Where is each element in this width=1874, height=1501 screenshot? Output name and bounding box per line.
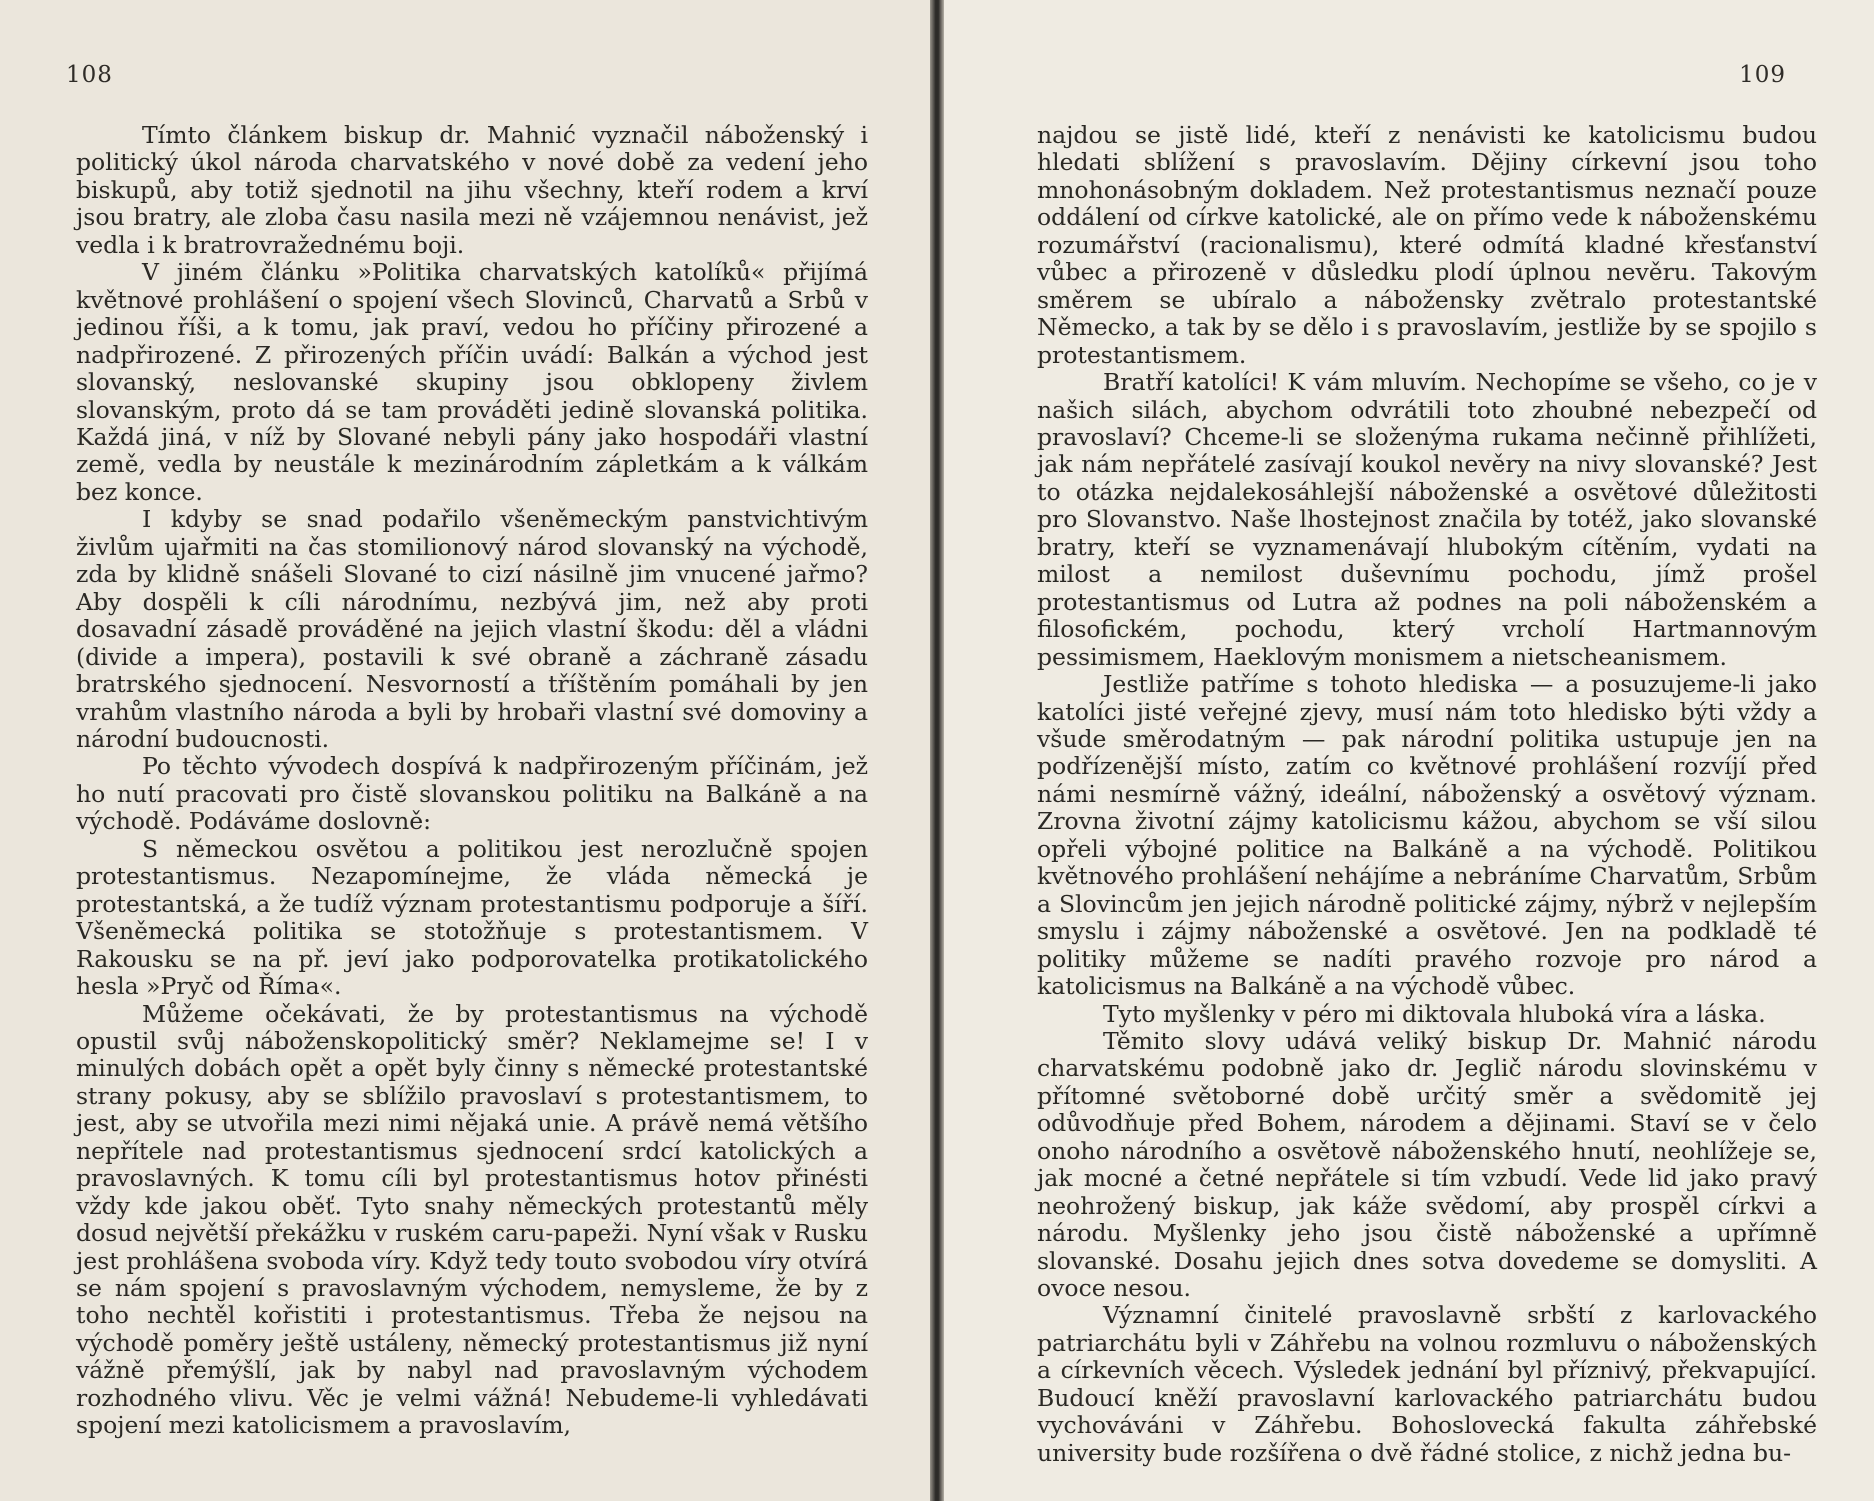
left-page	[0, 0, 930, 1501]
paragraph: Bratří katolíci! K vám mluvím. Nechopíme se všeho, co je v našich silách, abychom odvrátili toto zhoubné nebezpečí od pravoslaví? Chceme-li se složenýma rukama nečinně přihlížeti, jak nám nepřátelé zasívají koukol nevěry na nivy slovanské? Jest to otázka nejdalekosáhlejší náboženské a osvětové důležitosti pro Slovanstvo. Naše lhostejnost značila by totéž, jako slovanské bratry, kteří se vyznamenávají hlubokým cítěním, vydati na milost a nemilost duševnímu pochodu, jímž prošel protestantismus od Lutra až podnes na poli náboženském a filosofickém, pochodu, který vrcholí Hartmannovým pessimismem, Haeklovým monismem a nietscheanismem.	[1037, 368, 1817, 671]
book-gutter	[930, 0, 944, 1501]
paragraph: Významní činitelé pravoslavně srbští z karlovackého patriarchátu byli v Záhřebu na volnou rozmluvu o náboženských a církevních věcech. Výsledek jednání byl příznivý, překvapující. Budoucí kněží pravoslavní karlovackého patriarchátu budou vychováváni v Záhřebu. Bohoslovecká fakulta záhřebské university bude rozšířena o dvě řádné stolice, z nichž jedna bu-	[1037, 1301, 1817, 1467]
paragraph: I kdyby se snad podařilo všeněmeckým panstvichtivým živlům ujařmiti na čas stomilionový národ slovanský na východě, zda by klidně snášeli Slované to cizí násilně jim vnucené jařmo? Aby dospěli k cíli národnímu, nezbývá jim, než aby proti dosavadní zásadě prováděné na jejich vlastní škodu: děl a vládni (divide a impera), postavili k své obraně a záchraně zásadu bratrského sjednocení. Nesvorností a tříštěním pomáhali by jen vrahům vlastního národa a byli by hrobaři vlastní své domoviny a národní budoucnosti.	[76, 505, 868, 753]
right-page	[938, 0, 1874, 1501]
page-number: 109	[1739, 62, 1786, 88]
paragraph: Tyto myšlenky v péro mi diktovala hluboká víra a láska.	[1103, 999, 1766, 1028]
paragraph: Můžeme očekávati, že by protestantismus na východě opustil svůj náboženskopolitický směr? Neklamejme se! I v minulých dobách opět a opět byly činny s německé protestantské strany pokusy, aby se sblížilo pravoslaví s protestantismem, to jest, aby se utvořila mezi nimi nějaká unie. A právě nemá většího nepřítele nad protestantismus sjednocení srdcí katolických a pravoslavných. K tomu cíli byl protestantismus hotov přinésti vždy kde jakou oběť. Tyto snahy německých protestantů měly dosud největší překážku v ruském caru-papeži. Nyní však v Rusku jest prohlášena svoboda víry. Když tedy touto svobodou víry otvírá se nám spojení s pravoslavným východem, nemysleme, že by z toho nechtěl kořistiti i protestantismus. Třeba že nejsou na východě poměry ještě ustáleny, německý protestantismus již nyní vážně přemýšlí, jak by nabyl nad pravoslavným východem rozhodného vlivu. Věc je velmi vážná! Nebudeme-li vyhledávati spojení mezi katolicismem a pravoslavím,	[76, 999, 868, 1440]
paragraph: najdou se jistě lidé, kteří z nenávisti ke katolicismu budou hledati sblížení s pravoslavím. Dějiny církevní jsou toho mnohonásobným dokladem. Než protestantismus neznačí pouze oddálení od církve katolické, ale on přímo vede k náboženskému rozumářství (racionalismu), které odmítá kladné křesťanství vůbec a přirozeně v důsledku plodí úplnou nevěru. Takovým směrem se ubíralo a nábožensky zvětralo protestantské Německo, a tak by se dělo i s pravoslavím, jestliže by se spojilo s protestantismem.	[1037, 121, 1817, 369]
page-text	[76, 122, 868, 1440]
page-number: 108	[66, 62, 113, 88]
paragraph: Jestliže patříme s tohoto hlediska — a posuzujeme-li jako katolíci jisté veřejné zjevy, musí nám toto hledisko býti vždy a všude směrodatným — pak národní politika ustupuje jen na podřízenější místo, zatím co květnové prohlášení rozvíjí před námi nesmírně vážný, ideální, náboženský a osvětový význam. Zrovna životní zájmy katolicismu kážou, abychom se vší silou opřeli výbojné politice na Balkáně a na východě. Politikou květnového prohlášení nehájíme a nebráníme Charvatům, Srbům a Slovincům jen jejich národně politické zájmy, nýbrž v nejlepším smyslu i zájmy náboženské a osvětové. Jen na podkladě té politiky můžeme se nadíti pravého rozvoje pro národ a katolicismus na Balkáně a na východě vůbec.	[1037, 670, 1817, 1001]
paragraph: Těmito slovy udává veliký biskup Dr. Mahnić národu charvatskému podobně jako dr. Jeglič národu slovinskému v přítomné světoborné době určitý směr a svědomitě jej odůvodňuje před Bohem, národem a dějinami. Staví se v čelo onoho národního a osvětově náboženského hnutí, neohlížeje se, jak mocné a četné nepřátele si tím vzbudí. Vede lid jako pravý neohrožený biskup, jak káže svědomí, aby prospěl církvi a národu. Myšlenky jeho jsou čistě náboženské a upřímně slovanské. Dosahu jejich dnes sotva dovedeme se domysliti. A ovoce nesou.	[1037, 1026, 1817, 1303]
paragraph: S německou osvětou a politikou jest nerozlučně spojen protestantismus. Nezapomínejme, že vláda německá je protestantská, a že tudíž význam protestantismu podporuje a šíří. Všeněmecká politika se stotožňuje s protestantismem. V Rakousku se na př. jeví jako podporovatelka protikatolického hesla »Pryč od Říma«.	[76, 834, 868, 1001]
paragraph: Po těchto vývodech dospívá k nadpřirozeným příčinám, jež ho nutí pracovati pro čistě slovanskou politiku na Balkáně a na východě. Podáváme doslovně:	[76, 752, 868, 836]
paragraph: V jiném článku »Politika charvatských katolíků« přijímá květnové prohlášení o spojení všech Slovinců, Charvatů a Srbů v jedinou říši, a k tomu, jak praví, vedou ho příčiny přirozené a nadpřirozené. Z přirozených příčin uvádí: Balkán a východ jest slovanský, neslovanské skupiny jsou obklopeny živlem slovanským, proto dá se tam prováděti jedině slovanská politika. Každá jiná, v níž by Slované nebyli pány jako hospodáři vlastní země, vedla by neustále k mezinárodním zápletkám a k válkám bez konce.	[76, 258, 868, 506]
page-text	[1037, 122, 1817, 1467]
paragraph: Tímto článkem biskup dr. Mahnić vyznačil náboženský i politický úkol národa charvatského v nové době za vedení jeho biskupů, aby totiž sjednotil na jihu všechny, kteří rodem a krví jsou bratry, ale zloba času nasila mezi ně vzájemnou nenávist, jež vedla i k bratrovražednému boji.	[76, 121, 868, 259]
